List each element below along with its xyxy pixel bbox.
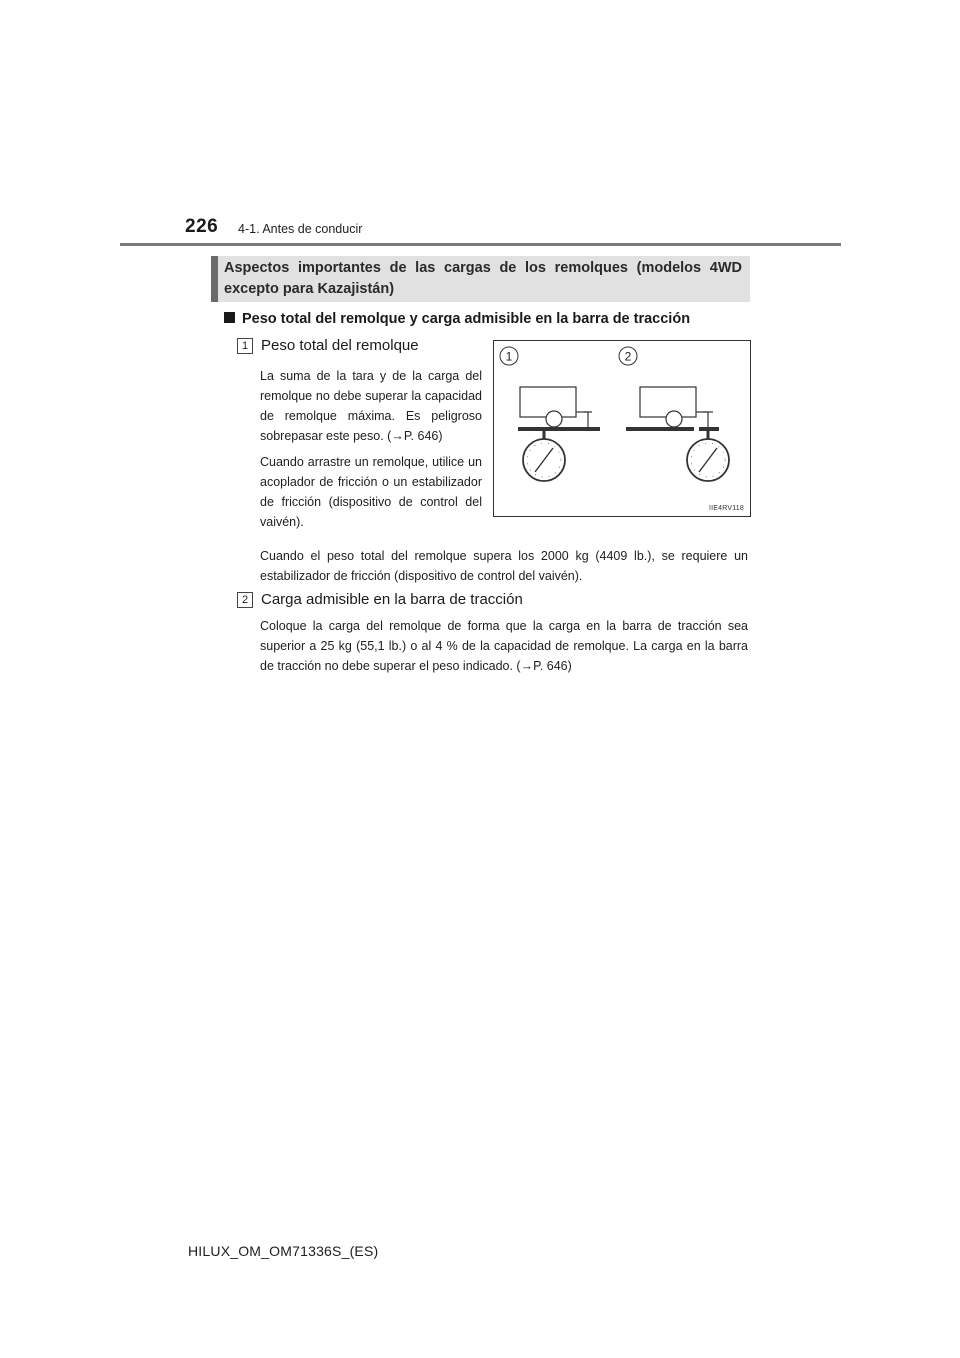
subheading bbox=[224, 311, 690, 327]
trailer-total-weight-drawing bbox=[520, 387, 592, 427]
trailer-weight-figure bbox=[493, 340, 751, 517]
section-title: Aspectos importantes de las cargas de los remolques (modelos 4WD excepto para Kazajistán) bbox=[224, 260, 742, 297]
item-body-2: Coloque la carga del remolque de forma que la carga en la barra de tracción sea superior a 25 kg (55,1 lb.) o al 4 % de la capacidad de remolque. La carga en la barra de tracción no debe superar el peso indicado. (→P. 646) bbox=[260, 619, 748, 673]
scale-platform-2 bbox=[699, 427, 719, 431]
item-body-1 bbox=[260, 366, 482, 538]
item-note-1: Cuando el peso total del remolque supera los 2000 kg (4409 lb.), se requiere un estabilizador de fricción (dispositivo de control del vaivén). bbox=[260, 549, 748, 583]
section-label: 4-1. Antes de conducir bbox=[238, 222, 363, 236]
item-1-paragraph: Cuando arrastre un remolque, utilice un acoplador de fricción o un estabilizador de fricción (dispositivo de control del vaivén). bbox=[260, 455, 482, 529]
section-title-bar bbox=[211, 256, 218, 302]
section-title-box bbox=[211, 256, 750, 302]
header-divider bbox=[120, 243, 841, 246]
item-number-badge-1: 1 bbox=[237, 338, 253, 354]
page-number: 226 bbox=[185, 216, 219, 237]
subheading-text: Peso total del remolque y carga admisible en la barra de tracción bbox=[242, 311, 691, 327]
trailer-scale-illustration bbox=[494, 341, 750, 516]
item-title-1: Peso total del remolque bbox=[261, 337, 419, 354]
figure-label-1: 1 bbox=[505, 349, 513, 364]
scale-platform-1 bbox=[518, 427, 600, 431]
item-1-paragraph: La suma de la tara y de la carga del remolque no debe superar la capacidad de remolque máxima. Es peligroso sobrepasar este peso. (→P. 646) bbox=[260, 369, 482, 443]
item-number-badge-2: 2 bbox=[237, 592, 253, 608]
document-code-footer: HILUX_OM_OM71336S_(ES) bbox=[188, 1243, 379, 1259]
trailer-tongue-load-drawing bbox=[640, 387, 713, 427]
item-title-2: Carga admisible en la barra de tracción bbox=[261, 591, 523, 608]
figure-label-2: 2 bbox=[624, 349, 632, 364]
figure-code: IIE4RV118 bbox=[708, 505, 744, 512]
ground-bar-2 bbox=[626, 427, 694, 431]
square-bullet-icon bbox=[224, 312, 235, 323]
